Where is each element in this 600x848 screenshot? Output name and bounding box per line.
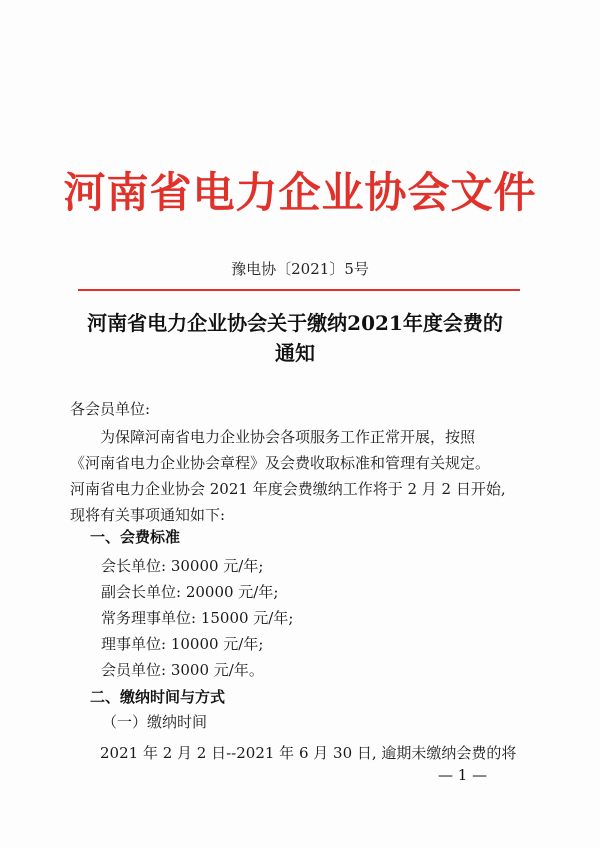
notice-title-line1: 河南省电力企业协会关于缴纳2021年度会费的 (87, 311, 503, 335)
section-heading-fee-standard: 一、会费标准 (90, 528, 181, 546)
salutation: 各会员单位: (70, 400, 151, 418)
fee-item: 会员单位: 3000 元/年。 (101, 661, 264, 679)
page-number: — 1 — (438, 766, 488, 784)
document-number: 豫电协〔2021〕5号 (231, 260, 369, 278)
fee-item: 常务理事单位: 15000 元/年; (101, 609, 294, 627)
subsection-heading-payment-time: （一）缴纳时间 (102, 713, 208, 731)
intro-line: 河南省电力企业协会 2021 年度会费缴纳工作将于 2 月 2 日开始, (70, 480, 506, 498)
intro-paragraph (70, 424, 530, 528)
section-heading-payment-time: 二、缴纳时间与方式 (90, 688, 226, 706)
notice-title (60, 308, 530, 368)
fee-list (101, 553, 293, 683)
org-document-header: 河南省电力企业协会文件 (63, 168, 537, 217)
fee-item: 理事单位: 10000 元/年; (101, 635, 264, 653)
payment-period-text: 2021 年 2 月 2 日--2021 年 6 月 30 日, 逾期未缴纳会费的将 (100, 744, 517, 762)
notice-title-line2: 通知 (275, 341, 315, 365)
fee-item: 副会长单位: 20000 元/年; (101, 583, 279, 601)
intro-line: 《河南省电力企业协会章程》及会费收取标准和管理有关规定。 (70, 454, 491, 472)
red-divider-line (78, 289, 520, 291)
fee-item: 会长单位: 30000 元/年; (101, 557, 264, 575)
intro-line: 现将有关事项通知如下: (70, 506, 226, 524)
intro-line: 为保障河南省电力企业协会各项服务工作正常开展，按照 (100, 428, 476, 446)
